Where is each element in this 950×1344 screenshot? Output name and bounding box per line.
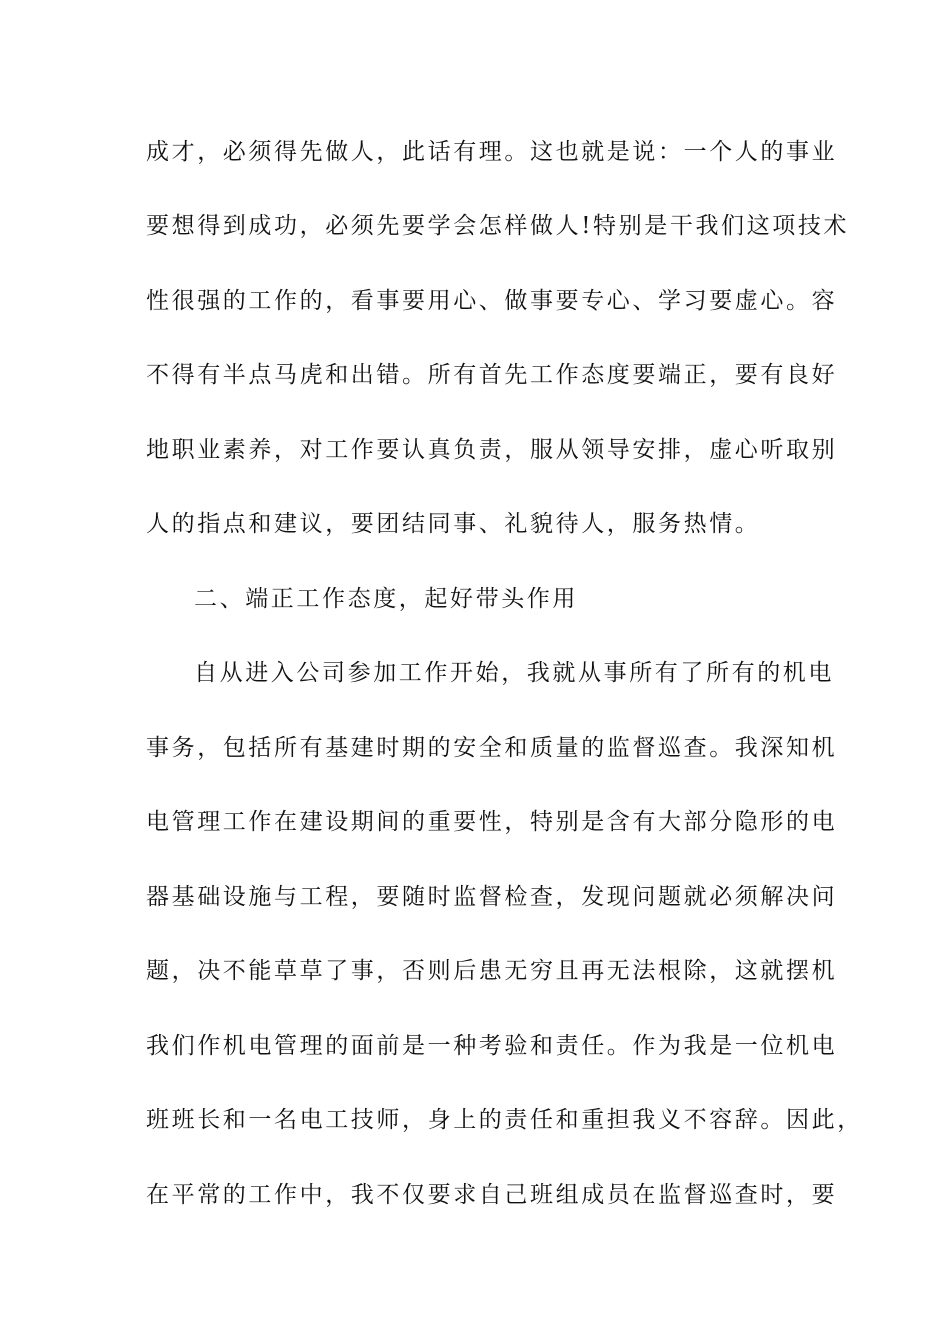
section-heading: 二、端正工作态度，起好带头作用 bbox=[194, 586, 578, 612]
text-line-12: 题，决不能草草了事，否则后患无穷且再无法根除，这就摆机 bbox=[146, 958, 838, 984]
text-line-10: 电管理工作在建设期间的重要性，特别是含有大部分隐形的电 bbox=[146, 809, 838, 835]
text-line-1: 成才，必须得先做人，此话有理。这也就是说：一个人的事业 bbox=[146, 139, 838, 165]
text-line-4: 不得有半点马虎和出错。所有首先工作态度要端正，要有良好 bbox=[146, 362, 838, 388]
text-line-9: 事务，包括所有基建时期的安全和质量的监督巡查。我深知机 bbox=[146, 735, 838, 761]
text-line-5: 地职业素养，对工作要认真负责，服从领导安排，虚心听取别 bbox=[146, 437, 838, 463]
text-line-14: 班班长和一名电工技师，身上的责任和重担我义不容辞。因此， bbox=[146, 1107, 863, 1133]
text-line-6: 人的指点和建议，要团结同事、礼貌待人，服务热情。 bbox=[146, 511, 761, 537]
text-line-3: 性很强的工作的，看事要用心、做事要专心、学习要虚心。容 bbox=[146, 288, 838, 314]
text-line-13: 我们作机电管理的面前是一种考验和责任。作为我是一位机电 bbox=[146, 1033, 838, 1059]
text-line-8: 自从进入公司参加工作开始，我就从事所有了所有的机电 bbox=[194, 660, 834, 686]
text-line-15: 在平常的工作中，我不仅要求自己班组成员在监督巡查时，要 bbox=[146, 1182, 838, 1208]
text-line-11: 器基础设施与工程，要随时监督检查，发现问题就必须解决问 bbox=[146, 884, 838, 910]
text-line-2: 要想得到成功，必须先要学会怎样做人!特别是干我们这项技术 bbox=[146, 213, 850, 239]
